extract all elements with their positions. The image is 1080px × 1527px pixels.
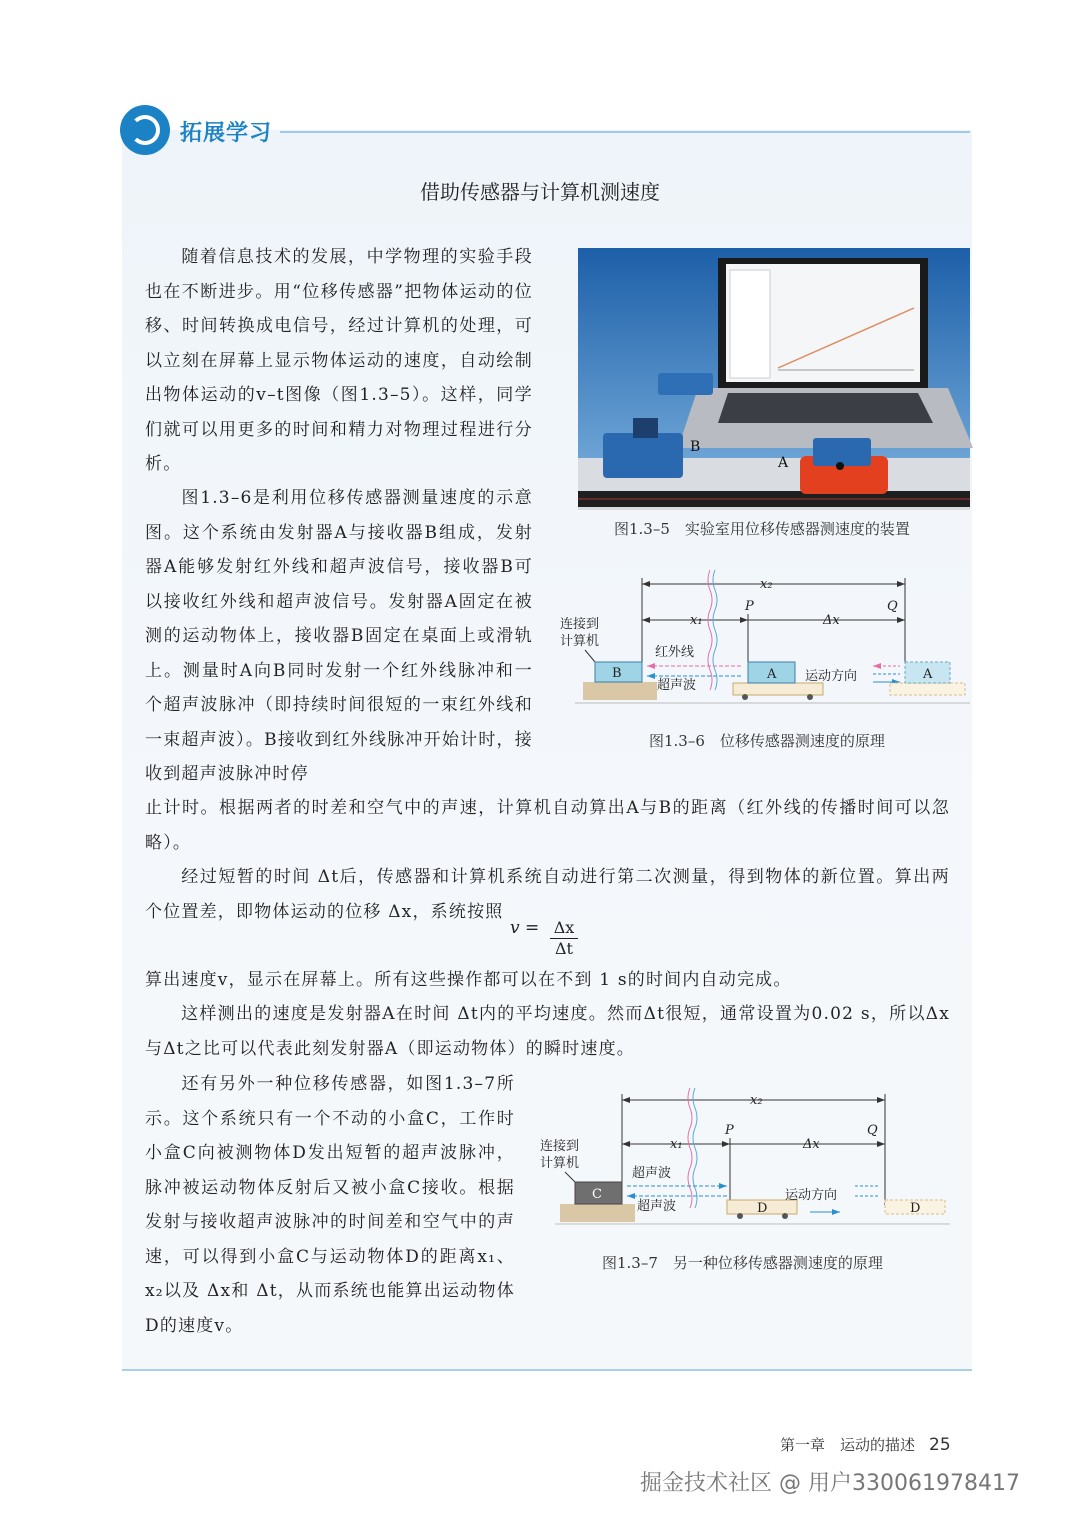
fig6-x2: x₂: [760, 577, 773, 592]
fig7-dx: Δx: [803, 1137, 820, 1152]
figure-1-3-6-caption: 图1.3–6 位移传感器测速度的原理: [649, 732, 885, 750]
bottom-divider: [122, 1369, 972, 1371]
fig6-connect-2: 计算机: [560, 634, 600, 649]
fig7-ultrasonic-2: 超声波: [637, 1199, 677, 1214]
watermark: 掘金技术社区 @ 用户3300619784​17: [640, 1471, 1020, 1496]
fig7-x1: x₁: [670, 1137, 683, 1152]
velocity-formula: v =: [510, 918, 540, 938]
figure-1-3-7-caption: 图1.3–7 另一种位移传感器测速度的原理: [602, 1254, 883, 1272]
page-number: 25: [929, 1435, 951, 1455]
header-divider: [280, 131, 970, 133]
section-header: 拓展学习: [180, 121, 273, 146]
fig6-a1: A: [767, 667, 777, 682]
fig7-connect-1: 连接到: [540, 1139, 580, 1154]
fig7-ultrasonic-1: 超声波: [632, 1166, 672, 1181]
fig5-label-b: B: [690, 439, 701, 455]
fig7-q: Q: [867, 1123, 878, 1138]
fig7-d1: D: [757, 1201, 768, 1216]
fig6-direction: 运动方向: [805, 669, 858, 684]
page-title: 借助传感器与计算机测速度: [420, 180, 660, 204]
fig6-ultrasonic: 超声波: [657, 678, 697, 693]
fig6-x1: x₁: [690, 613, 703, 628]
fig7-direction: 运动方向: [785, 1188, 838, 1203]
paragraph-4: 算出速度v，显示在屏幕上。所有这些操作都可以在不到 1 s的时间内自动完成。: [145, 970, 792, 990]
formula-fraction: $\frac{\Delta x}{\Delta t}$: [550, 918, 578, 959]
paragraph-2-part: 图1.3–6是利用位移传感器测量速度的示意图。这个系统由发射器A与接收器B组成，发射器A能够发射红外线和超声波信号，接收器B可以接收红外线和超声波信号。发射器A固定在被测的运动物体上，接收器B固定在桌面上或滑轨上。测量时A向B同时发射一个红外线脉冲和一个超声波脉冲（即持续时间很短的一束红外线和一束超声波）。B接收到红外线脉冲开始计时，接收到超声波脉冲时停: [145, 488, 533, 784]
fig6-infrared: 红外线: [655, 645, 695, 660]
footer-chapter: 第一章 运动的描述: [780, 1436, 916, 1454]
fig7-p: P: [725, 1123, 734, 1138]
figure-1-3-5-photo: [578, 248, 970, 510]
fig6-p: P: [745, 599, 754, 614]
paragraph-5: 这样测出的速度是发射器A在时间 Δt内的平均速度。然而Δt很短，通常设置为0.02 s，所以Δx与Δt之比可以代表此刻发射器A（即运动物体）的瞬时速度。: [145, 1004, 950, 1059]
fig7-connect-2: 计算机: [540, 1156, 580, 1171]
page-footer: [780, 1434, 951, 1455]
fig7-x2: x₂: [750, 1093, 763, 1108]
globe-logo-icon: [120, 105, 170, 155]
paragraph-3: 经过短暂的时间 Δt后，传感器和计算机系统自动进行第二次测量，得到物体的新位置。算出两个位置差，即物体运动的位移 Δx，系统按照: [145, 867, 950, 922]
fig6-q: Q: [887, 599, 898, 614]
figure-1-3-7-diagram: [535, 1088, 955, 1238]
fig6-a2: A: [923, 667, 933, 682]
fig6-b: B: [612, 666, 622, 681]
paragraph-2-cont: 止计时。根据两者的时差和空气中的声速，计算机自动算出A与B的距离（红外线的传播时间可以忽略）。: [145, 798, 950, 853]
figure-1-3-5-caption: 图1.3–5 实验室用位移传感器测速度的装置: [614, 520, 910, 538]
fig7-d2: D: [910, 1201, 921, 1216]
fig5-label-a: A: [778, 455, 789, 471]
paragraph-1: 随着信息技术的发展，中学物理的实验手段也在不断进步。用“位移传感器”把物体运动的位移、时间转换成电信号，经过计算机的处理，可以立刻在屏幕上显示物体运动的速度，自动绘制出物体运动的v–t图像（图1.3–5）。这样，同学们就可以用更多的时间和精力对物理过程进行分析。: [145, 247, 533, 474]
fig6-connect-1: 连接到: [560, 617, 600, 632]
fig6-dx: Δx: [823, 613, 840, 628]
paragraph-6: 还有另外一种位移传感器，如图1.3–7所示。这个系统只有一个不动的小盒C，工作时小盒C向被测物体D发出短暂的超声波脉冲，脉冲被运动物体反射后又被小盒C接收。根据发射与接收超声波脉冲的时间差和空气中的声速，可以得到小盒C与运动物体D的距离x₁、x₂以及 Δx和 Δt，从而系统也能算出运动物体D的速度v。: [145, 1074, 515, 1336]
figure-1-3-6-diagram: [555, 570, 975, 720]
fig7-c: C: [592, 1187, 602, 1202]
